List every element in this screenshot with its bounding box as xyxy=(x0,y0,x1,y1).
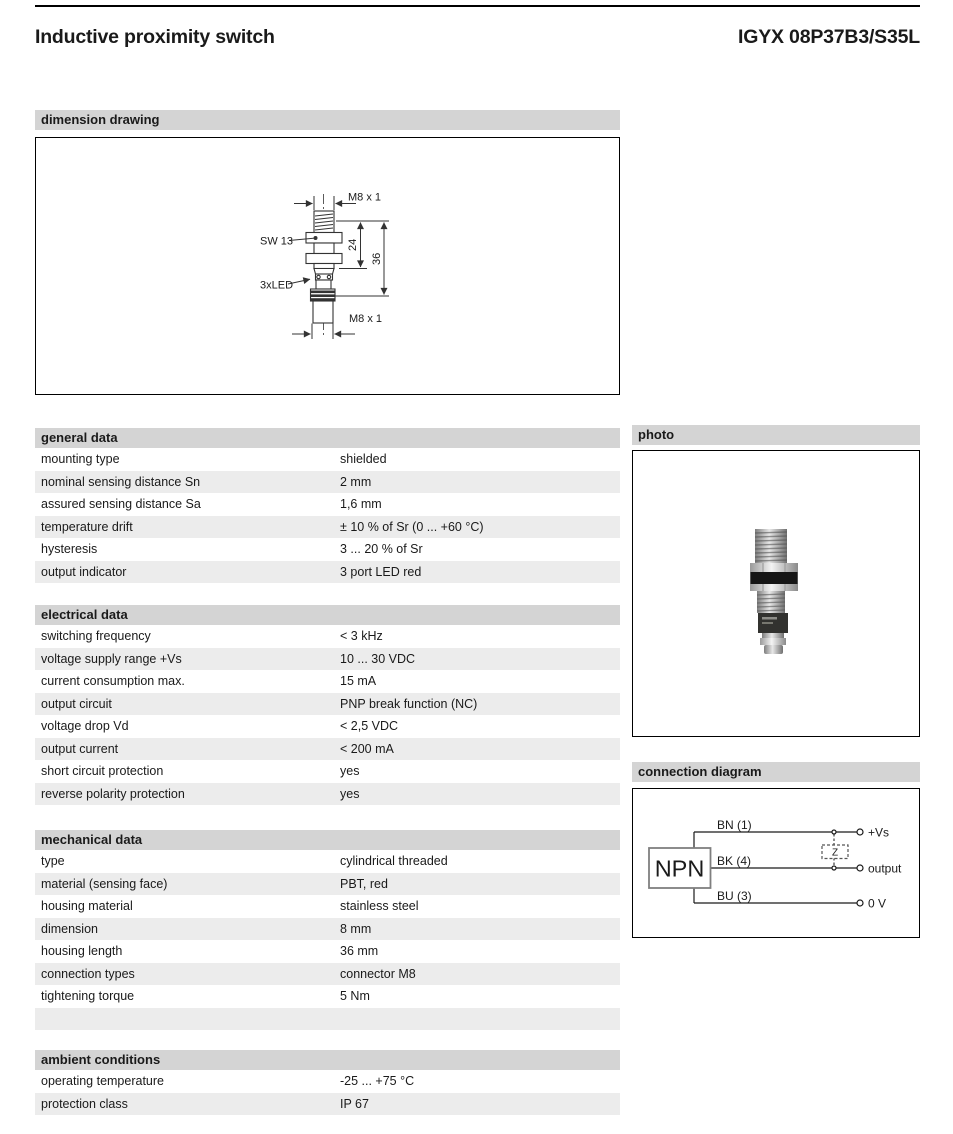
spec-row-value: 8 mm xyxy=(340,921,372,936)
spec-row-label: output current xyxy=(41,741,119,756)
junction-dot xyxy=(832,866,836,870)
spec-row-value: < 200 mA xyxy=(340,741,394,756)
spec-row-label: operating temperature xyxy=(41,1074,164,1088)
spec-row xyxy=(35,1008,620,1031)
electrical-data-rows xyxy=(35,625,620,805)
spec-row xyxy=(35,1093,620,1116)
spec-row-label: mounting type xyxy=(41,452,120,466)
spec-row-value: 3 port LED red xyxy=(340,564,422,579)
spec-row xyxy=(35,873,620,896)
terminal-output-label: output xyxy=(868,861,902,876)
spec-row-label: hysteresis xyxy=(41,542,98,556)
connector-tube xyxy=(313,301,333,323)
terminal-vs-label: +Vs xyxy=(868,825,890,840)
spec-row-label: housing length xyxy=(41,944,123,958)
ambient-conditions-section xyxy=(35,1050,620,1115)
led-dot xyxy=(317,275,320,278)
spec-row xyxy=(35,715,620,738)
spec-row xyxy=(35,561,620,584)
spec-row-value: stainless steel xyxy=(340,899,419,913)
dimension-drawing-header xyxy=(35,110,620,130)
terminal-output xyxy=(857,865,863,871)
spec-row xyxy=(35,918,620,941)
spec-row xyxy=(35,783,620,806)
dimension-drawing xyxy=(36,138,618,393)
thread-top-label: M8 x 1 xyxy=(348,191,382,204)
wire-bn-label: BN (1) xyxy=(717,818,752,832)
photo-title: photo xyxy=(638,427,675,442)
spec-row-value: 2 mm xyxy=(340,474,372,489)
mechanical-data-section xyxy=(35,830,620,1030)
led-label: 3xLED xyxy=(260,279,294,292)
leader-dot xyxy=(314,236,318,240)
connection-diagram-box xyxy=(632,788,920,938)
ambient-conditions-rows xyxy=(35,1070,620,1115)
spec-row-label: output circuit xyxy=(41,696,112,711)
connection-diagram-title: connection diagram xyxy=(638,764,762,779)
mechanical-data-rows xyxy=(35,850,620,1030)
spec-row-label: temperature drift xyxy=(41,519,133,534)
spec-row-value: < 3 kHz xyxy=(340,629,383,643)
spec-row-label: short circuit protection xyxy=(41,764,164,778)
spec-row-value: PBT, red xyxy=(340,876,388,891)
hex-nut-upper xyxy=(306,233,342,244)
electrical-data-section xyxy=(35,605,620,805)
product-code: IGYX 08P37B3/S35L xyxy=(738,26,920,48)
spec-row xyxy=(35,538,620,561)
electrical-data-header xyxy=(35,605,620,625)
device-type-label: NPN xyxy=(654,855,705,882)
spec-row xyxy=(35,963,620,986)
dimension-drawing-box xyxy=(35,137,620,395)
spec-row-value: 5 Nm xyxy=(340,989,370,1003)
spec-row xyxy=(35,648,620,671)
page-header xyxy=(35,26,920,49)
spec-row-value: 10 ... 30 VDC xyxy=(340,651,416,666)
spec-row-label: current consumption max. xyxy=(41,674,185,688)
connection-diagram xyxy=(633,789,918,936)
spec-row-value: 1,6 mm xyxy=(340,497,382,511)
mechanical-data-header xyxy=(35,830,620,850)
led-dot xyxy=(327,275,330,278)
spec-row-label: reverse polarity protection xyxy=(41,786,185,801)
sensor-outline-drawing xyxy=(306,194,342,335)
general-data-rows xyxy=(35,448,620,583)
spec-row xyxy=(35,693,620,716)
spec-row xyxy=(35,625,620,648)
spec-row xyxy=(35,738,620,761)
hex-nut-lower xyxy=(306,254,342,264)
spec-row xyxy=(35,516,620,539)
spec-row-value: IP 67 xyxy=(340,1096,369,1111)
ambient-conditions-header xyxy=(35,1050,620,1070)
spec-row-value: ± 10 % of Sr (0 ... +60 °C) xyxy=(340,519,484,534)
spec-row-value: 15 mA xyxy=(340,674,377,688)
ambient-conditions-title: ambient conditions xyxy=(41,1052,161,1067)
spec-row xyxy=(35,448,620,471)
spec-row-value: cylindrical threaded xyxy=(340,854,448,868)
thread-bottom-label: M8 x 1 xyxy=(349,313,383,325)
terminal-vs xyxy=(857,829,863,835)
spec-row-value: PNP break function (NC) xyxy=(340,696,478,711)
spec-row-label: material (sensing face) xyxy=(41,876,168,891)
dimension-drawing-title: dimension drawing xyxy=(41,112,160,127)
spec-row-label: voltage supply range +Vs xyxy=(41,651,182,666)
spec-row-label: protection class xyxy=(41,1096,128,1111)
general-data-title: general data xyxy=(41,430,118,445)
spec-row-label: connection types xyxy=(41,966,135,981)
wire-bk-label: BK (4) xyxy=(717,854,752,868)
impedance-label: Z xyxy=(831,847,839,859)
spec-row xyxy=(35,895,620,918)
spec-row xyxy=(35,1070,620,1093)
spec-row-label: tightening torque xyxy=(41,989,135,1003)
connection-diagram-header xyxy=(632,762,920,782)
general-data-header xyxy=(35,428,620,448)
photo-header xyxy=(632,425,920,445)
spec-row-value: yes xyxy=(340,786,360,801)
spec-row-label: housing material xyxy=(41,899,133,913)
spec-row-value: yes xyxy=(340,764,360,778)
photo-box xyxy=(632,450,920,737)
mechanical-data-title: mechanical data xyxy=(41,832,143,847)
spec-row-label: dimension xyxy=(41,921,98,936)
spec-row xyxy=(35,493,620,516)
spec-row-value: < 2,5 VDC xyxy=(340,719,399,733)
wire-bu-label: BU (3) xyxy=(717,889,752,903)
spec-row xyxy=(35,850,620,873)
spec-row xyxy=(35,985,620,1008)
junction-dot xyxy=(832,830,836,834)
spec-row-value: shielded xyxy=(340,452,387,466)
spec-row-label: nominal sensing distance Sn xyxy=(41,474,201,489)
general-data-section xyxy=(35,428,620,583)
spec-row-label: type xyxy=(41,854,65,868)
spec-row xyxy=(35,760,620,783)
terminal-0v-label: 0 V xyxy=(868,896,887,911)
spec-row-value: 3 ... 20 % of Sr xyxy=(340,542,423,556)
dim-24-label: 24 xyxy=(347,238,359,251)
page-title: Inductive proximity switch xyxy=(35,26,275,48)
top-rule xyxy=(35,5,920,7)
spec-row xyxy=(35,940,620,963)
spec-row-label: switching frequency xyxy=(41,629,151,643)
wrench-size-label: SW 13 xyxy=(260,235,294,248)
spec-row xyxy=(35,670,620,693)
spec-row-label: output indicator xyxy=(41,564,127,579)
terminal-0v xyxy=(857,900,863,906)
spec-row-value: -25 ... +75 °C xyxy=(340,1074,415,1088)
spec-row-value: 36 mm xyxy=(340,944,379,958)
sensor-photo xyxy=(750,529,798,654)
spec-row-label: voltage drop Vd xyxy=(41,719,129,733)
spec-row-value: connector M8 xyxy=(340,966,416,981)
dim-36-label: 36 xyxy=(371,252,383,265)
product-photo xyxy=(633,451,918,735)
spec-row-label: assured sensing distance Sa xyxy=(41,497,201,511)
spec-row xyxy=(35,471,620,494)
electrical-data-title: electrical data xyxy=(41,607,128,622)
